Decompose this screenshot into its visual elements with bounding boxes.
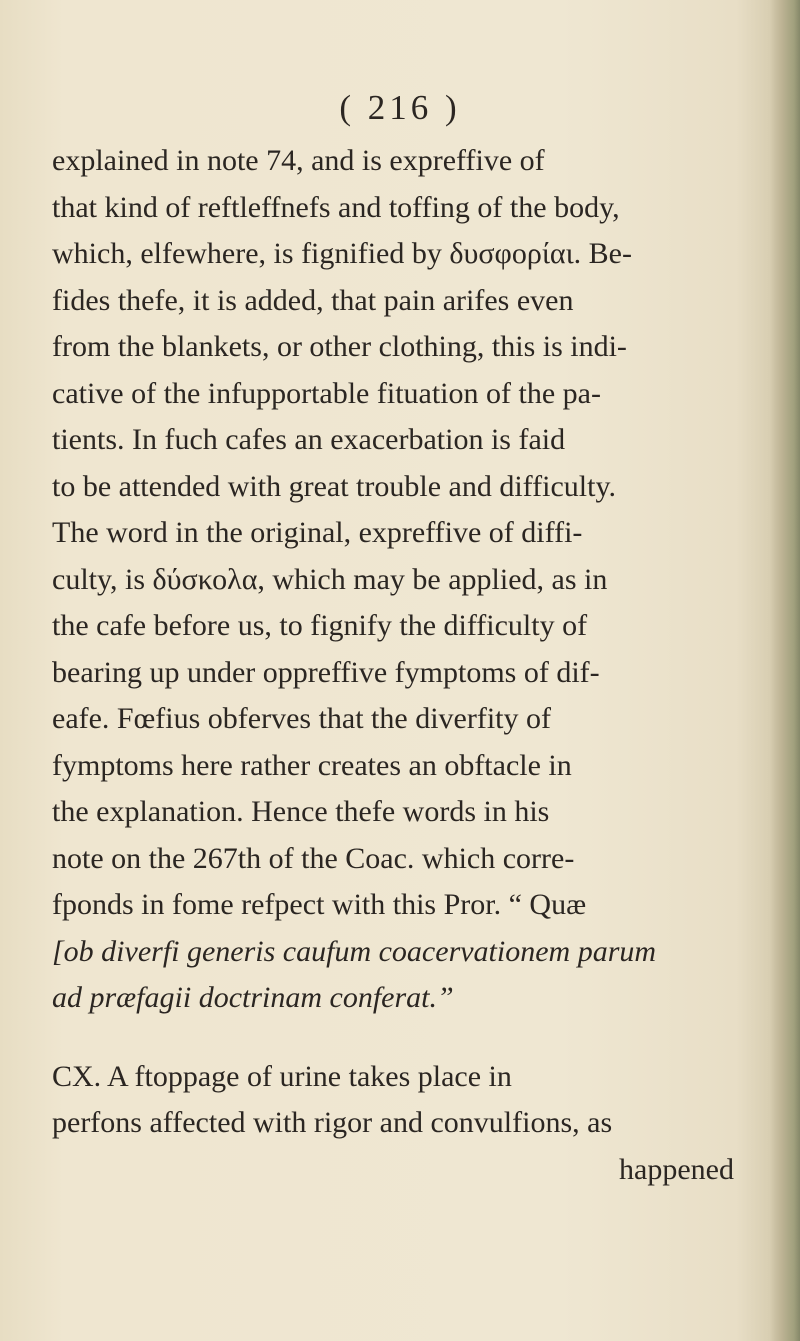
text-line: that kind of reftleffnefs and toffing of the body, xyxy=(52,190,620,224)
text-line: note on the 267th of the Coac. which corre- xyxy=(52,841,575,875)
text-line: tients. In fuch cafes an exacerbation is faid xyxy=(52,423,566,456)
text-line: explained in note 74, and is expreffive of xyxy=(52,144,545,177)
text-line: which, elfewhere, is fignified by δυσφορίαι. Be- xyxy=(52,237,632,270)
latin-quote-line: [ob diverfi generis caufum coacervationem parum xyxy=(52,934,657,968)
text-line: fides thefe, it is added, that pain arifes even xyxy=(52,283,574,317)
catchword: happened xyxy=(619,1152,734,1186)
text-line: fymptoms here rather creates an obftacle in xyxy=(52,748,572,782)
text-line: to be attended with great trouble and difficulty. xyxy=(52,469,616,503)
text-line: The word in the original, expreffive of diffi- xyxy=(52,516,583,549)
section-cx-line: perfons affected with rigor and convulfions, as xyxy=(52,1106,613,1139)
page-number: ( 216 ) xyxy=(339,88,461,127)
section-cx-line: CX. A ftoppage of urine takes place in xyxy=(52,1059,512,1093)
text-line: eafe. Fœfius obferves that the diverfity of xyxy=(52,702,551,735)
paragraph-gap xyxy=(52,1022,752,1054)
text-line: the explanation. Hence thefe words in his xyxy=(52,795,550,828)
text-line: the cafe before us, to fignify the difficulty of xyxy=(52,609,588,642)
page-edge-shadow xyxy=(770,0,800,1341)
text-line: culty, is δύσκολα, which may be applied, as in xyxy=(52,562,608,596)
text-line: bearing up under oppreffive fymptoms of dif- xyxy=(52,655,600,689)
text-line: from the blankets, or other clothing, this is indi- xyxy=(52,330,627,363)
text-line: cative of the infupportable fituation of the pa- xyxy=(52,376,601,410)
body-text xyxy=(52,138,752,1193)
latin-quote-line: ad præfagii doctrinam conferat.” xyxy=(52,981,454,1014)
text-line: fponds in fome refpect with this Pror. “ Quæ xyxy=(52,888,587,921)
